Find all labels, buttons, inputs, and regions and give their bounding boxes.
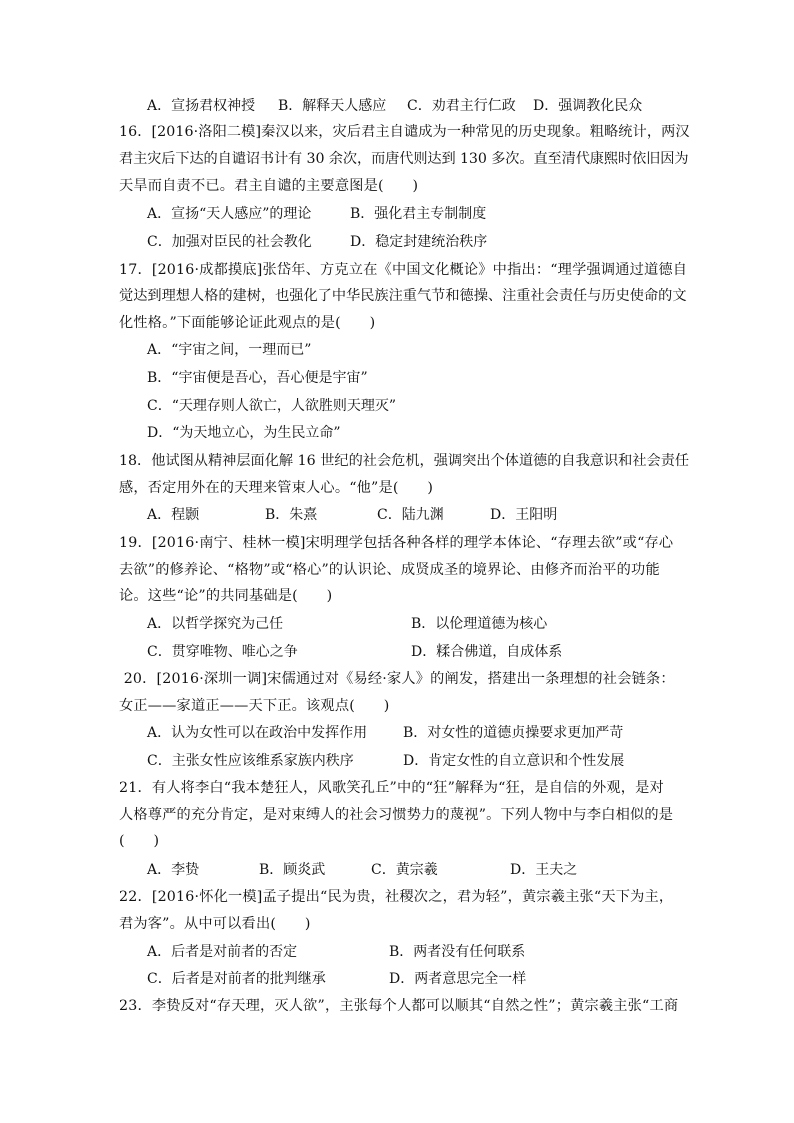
question-text-line: 化性格。”下面能够论证此观点的是( ) (119, 315, 376, 331)
option-a: A．以哲学探究为己任 (147, 616, 284, 632)
option-b: B．“宇宙便是吾心，吾心便是宇宙” (147, 370, 368, 386)
question-text-line: 21．有人将李白“我本楚狂人，风歌笑孔丘”中的“狂”解释为“狂，是自信的外观，是对 (119, 780, 664, 796)
question-text-line: 天旱而自责不已。君主自谴的主要意图是( ) (119, 178, 419, 194)
question-text-line: 君为客”。从中可以看出( ) (119, 916, 311, 932)
option-b: B．对女性的道德贞操要求更加严苛 (403, 725, 624, 741)
option-c: C．主张女性应该维系家族内秩序 (147, 753, 354, 769)
question-text-line: 19．[2016·南宁、桂林一模]宋明理学包括各种各样的理学本体论、“存理去欲”或“存心 (119, 535, 674, 551)
question-text-line: 去欲”的修养论、“格物”或“格心”的认识论、成贤成圣的境界论、由修齐而治平的功能 (119, 562, 660, 578)
question-text-line: 18．他试图从精神层面化解 16 世纪的社会危机，强调突出个体道德的自我意识和社会责任 (119, 453, 690, 469)
option-a: A．认为女性可以在政治中发挥作用 (147, 725, 368, 741)
question-text-line: 20．[2016·深圳一调]宋儒通过对《易经·家人》的阐发，搭建出一条理想的社会链条： (119, 671, 675, 687)
option-d: D．“为天地立心，为生民立命” (147, 425, 341, 441)
option-b: B．朱熹 (265, 507, 318, 523)
question-text-line: 23．李贽反对“存天理，灭人欲”，主张每个人都可以顺其“自然之性”；黄宗羲主张“工商 (119, 998, 679, 1014)
option-a: A．后者是对前者的否定 (147, 944, 298, 960)
option-c: C．贯穿唯物、唯心之争 (147, 644, 298, 660)
question-text-line: ( ) (119, 833, 160, 849)
option-d: D．糅合佛道，自成体系 (411, 644, 563, 660)
option-c: C．加强对臣民的社会教化 (147, 234, 312, 250)
option-c: C．黄宗羲 (371, 862, 438, 878)
option-b: B．解释天人感应 (278, 98, 387, 114)
option-d: D．王夫之 (510, 862, 578, 878)
option-a: A．“宇宙之间，一理而已” (147, 342, 312, 358)
option-b: B．顾炎武 (259, 862, 326, 878)
option-c: C．后者是对前者的批判继承 (147, 971, 326, 987)
option-a: A．程颢 (147, 507, 200, 523)
option-d: D．强调教化民众 (533, 98, 643, 114)
option-c: C．劝君主行仁政 (407, 98, 516, 114)
question-text-line: 22．[2016·怀化一模]孟子提出“民为贵，社稷次之，君为轻”，黄宗羲主张“天下为主， (119, 889, 674, 905)
option-a: A．李贽 (147, 862, 200, 878)
question-text-line: 君主灾后下达的自谴诏书计有 30 余次，而唐代则达到 130 多次。直至清代康熙时依旧因为 (119, 151, 689, 167)
option-b: B．两者没有任何联系 (389, 944, 526, 960)
option-d: D．王阳明 (490, 507, 558, 523)
option-b: B．以伦理道德为核心 (411, 616, 548, 632)
option-b: B．强化君主专制制度 (350, 206, 487, 222)
question-text-line: 论。这些“论”的共同基础是( ) (119, 588, 333, 604)
question-text-line: 16．[2016·洛阳二模]秦汉以来，灾后君主自谴成为一种常见的历史现象。粗略统计，两汉 (119, 124, 690, 140)
option-d: D．两者意思完全一样 (389, 971, 527, 987)
option-a: A．宣扬“天人感应”的理论 (147, 206, 312, 222)
option-c: C．陆九渊 (377, 507, 444, 523)
question-text-line: 人格尊严的充分肯定，是对束缚人的社会习惯势力的蔑视”。下列人物中与李白相似的是 (119, 807, 674, 823)
option-d: D．肯定女性的自立意识和个性发展 (403, 753, 625, 769)
question-text-line: 17．[2016·成都摸底]张岱年、方克立在《中国文化概论》中指出：“理学强调通过道德自 (119, 262, 688, 278)
question-text-line: 感，否定用外在的天理来管束人心。“他”是( ) (119, 480, 434, 496)
question-text-line: 觉达到理想人格的建树，也强化了中华民族注重气节和德操、注重社会责任与历史使命的文 (119, 288, 687, 304)
option-a: A．宣扬君权神授 (147, 98, 256, 114)
option-c: C．“天理存则人欲亡，人欲胜则天理灭” (147, 398, 397, 414)
question-text-line: 女正——家道正——天下正。该观点( ) (119, 698, 390, 714)
option-d: D．稳定封建统治秩序 (350, 234, 488, 250)
